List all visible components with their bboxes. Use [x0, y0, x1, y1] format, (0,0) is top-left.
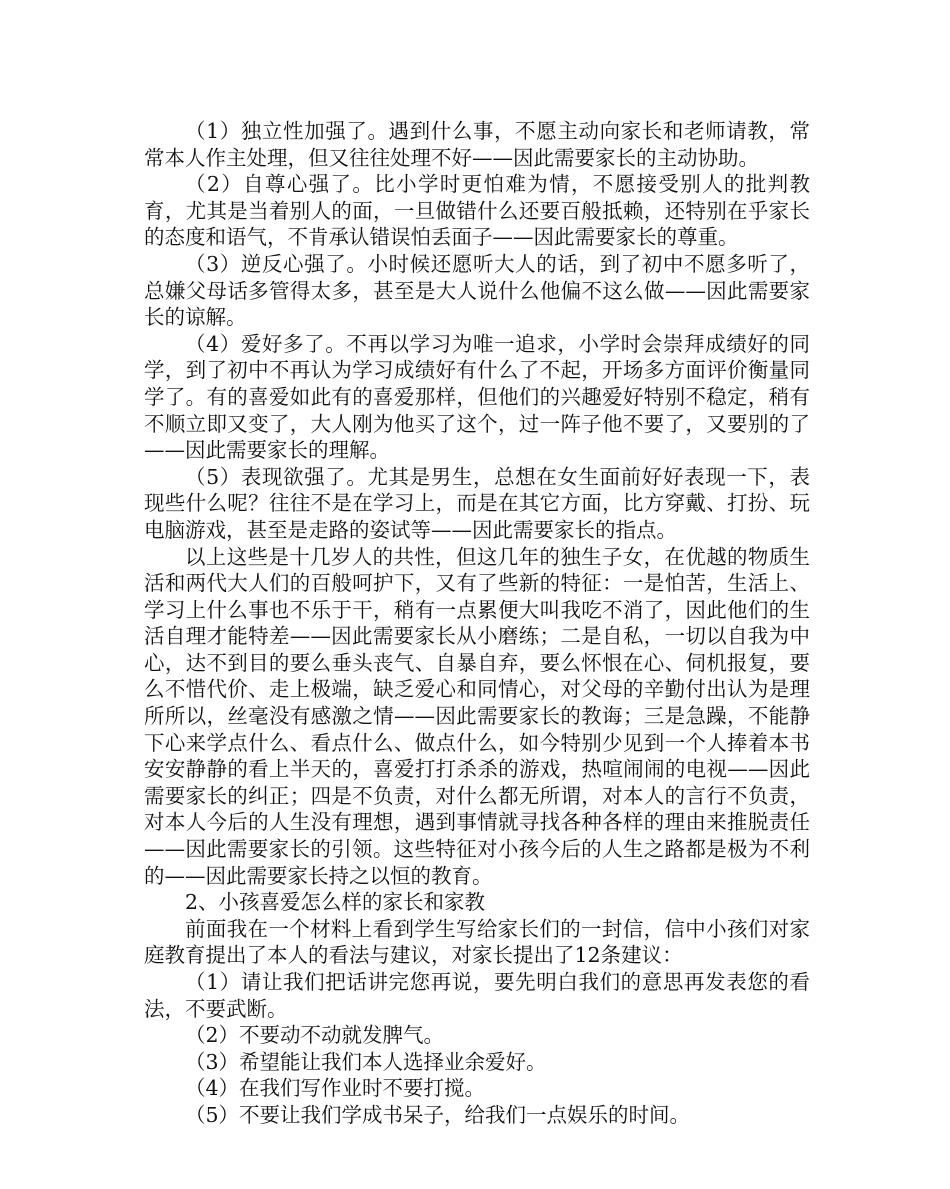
- paragraph-independence: （1）独立性加强了。遇到什么事，不愿主动向家长和老师请教，常常本人作主处理，但又往往处理不好——因此需要家长的主动协助。: [144, 119, 810, 170]
- paragraph-letter-intro: 前面我在一个材料上看到学生写给家长们的一封信，信中小孩们对家庭教育提出了本人的看法与建议，对家长提出了12条建议：: [144, 916, 810, 968]
- suggestion-4: （4）在我们写作业时不要打搅。: [185, 1076, 486, 1101]
- paragraph-hobbies: （4）爱好多了。不再以学习为唯一追求，小学时会崇拜成绩好的同学，到了初中不再认为学习成绩好有什么了不起，开场多方面评价衡量同学了。有的喜爱如此有的喜爱那样，但他们的兴趣爱好特别不稳定，稍有不顺立即又变了，大人刚为他买了这个，过一阵子他不要了，又要别的了——因此需要家长的理解。: [144, 331, 810, 463]
- suggestion-5: （5）不要让我们学成书呆子，给我们一点娱乐的时间。: [185, 1102, 691, 1127]
- section-heading-preferred-parents: 2、小孩喜爱怎么样的家长和家教: [185, 890, 486, 915]
- document-page: [144, 118, 810, 1129]
- paragraph-rebelliousness: （3）逆反心强了。小时候还愿听大人的话，到了初中不愿多听了，总嫌父母话多管得太多，甚至是大人说什么他偏不这么做——因此需要家长的谅解。: [144, 251, 810, 330]
- paragraph-self-esteem: （2）自尊心强了。比小学时更怕难为情，不愿接受别人的批判教育，尤其是当着别人的面，一旦做错什么还要百般抵赖，还特别在乎家长的态度和语气，不肯承认错误怕丢面子——因此需要家长的尊重。: [144, 172, 810, 250]
- paragraph-show-off: （5）表现欲强了。尤其是男生，总想在女生面前好好表现一下，表现些什么呢？往往不是在学习上，而是在其它方面，比方穿戴、打扮、玩电脑游戏，甚至是走路的姿试等——因此需要家长的指点。: [144, 464, 810, 542]
- suggestion-1: （1）请让我们把话讲完您再说，要先明白我们的意思再发表您的看法，不要武断。: [144, 970, 810, 1021]
- paragraph-only-child-traits: 以上这些是十几岁人的共性，但这几年的独生子女，在优越的物质生活和两代大人们的百般呵护下，又有了些新的特征：一是怕苦，生活上、学习上什么事也不乐于干，稍有一点累便大叫我吃不消了，因此他们的生活自理才能特差——因此需要家长从小磨练；二是自私，一切以自我为中心，达不到目的要么垂头丧气、自暴自弃，要么怀恨在心、伺机报复，要么不惜代价、走上极端，缺乏爱心和同情心，对父母的辛勤付出认为是理所所以，丝毫没有感激之情——因此需要家长的教诲；三是急躁，不能静下心来学点什么、看点什么、做点什么，如今特别少见到一个人捧着本书安安静静的看上半天的，喜爱打打杀杀的游戏，热喧闹闹的电视——因此需要家长的纠正；四是不负责，对什么都无所谓，对本人的言行不负责，对本人今后的人生没有理想，遇到事情就寻找各种各样的理由来推脱责任——因此需要家长的引领。这些特征对小孩今后的人生之路都是极为不利的——因此需要家长持之以恒的教育。: [144, 544, 810, 888]
- suggestion-2: （2）不要动不动就发脾气。: [185, 1023, 445, 1048]
- suggestion-3: （3）希望能让我们本人选择业余爱好。: [185, 1049, 547, 1074]
